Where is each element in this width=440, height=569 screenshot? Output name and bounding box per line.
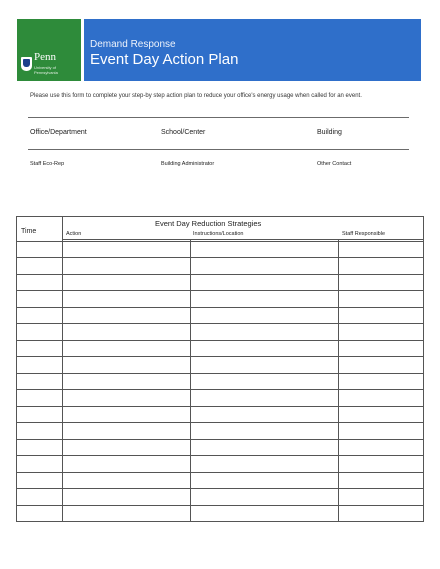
document-title: Event Day Action Plan [90, 51, 239, 68]
penn-logo [17, 19, 81, 81]
table-row[interactable] [17, 257, 423, 258]
table-row[interactable] [17, 241, 423, 242]
table-row[interactable] [17, 439, 423, 440]
column-header-instructions-location: Instructions/Location [193, 231, 244, 237]
table-row[interactable] [17, 274, 423, 275]
title-panel [84, 19, 421, 81]
column-header-staff-responsible: Staff Responsible [342, 231, 386, 237]
table-row[interactable] [17, 455, 423, 456]
logo-subtext: University of Pennsylvania [34, 65, 58, 75]
table-row[interactable] [17, 356, 423, 357]
header-banner [17, 19, 421, 81]
strategies-table [16, 216, 424, 522]
table-row[interactable] [17, 488, 423, 489]
field-staff-eco-rep[interactable]: Staff Eco-Rep [30, 161, 65, 167]
document-subtitle: Demand Response [90, 39, 176, 50]
table-row[interactable] [17, 340, 423, 341]
table-row[interactable] [17, 323, 423, 324]
logo-wordmark: Penn [34, 51, 56, 63]
penn-shield-icon [21, 57, 32, 71]
column-header-action: Action [66, 231, 82, 237]
table-row[interactable] [17, 307, 423, 308]
table-row[interactable] [17, 472, 423, 473]
table-row[interactable] [17, 389, 423, 390]
instructions-text: Please use this form to complete your step-by step action plan to reduce your office's energy usage when called for an event. [30, 93, 362, 99]
field-building-administrator[interactable]: Building Administrator [161, 161, 215, 167]
table-row[interactable] [17, 422, 423, 423]
table-row[interactable] [17, 505, 423, 506]
field-office-department[interactable]: Office/Department [30, 129, 87, 136]
table-row[interactable] [17, 373, 423, 374]
field-school-center[interactable]: School/Center [161, 129, 206, 136]
field-other-contact[interactable]: Other Contact [317, 161, 352, 167]
table-row[interactable] [17, 406, 423, 407]
table-group-header: Event Day Reduction Strategies [155, 219, 262, 228]
column-header-time: Time [21, 228, 37, 235]
table-row[interactable] [17, 290, 423, 291]
field-building[interactable]: Building [317, 129, 342, 136]
